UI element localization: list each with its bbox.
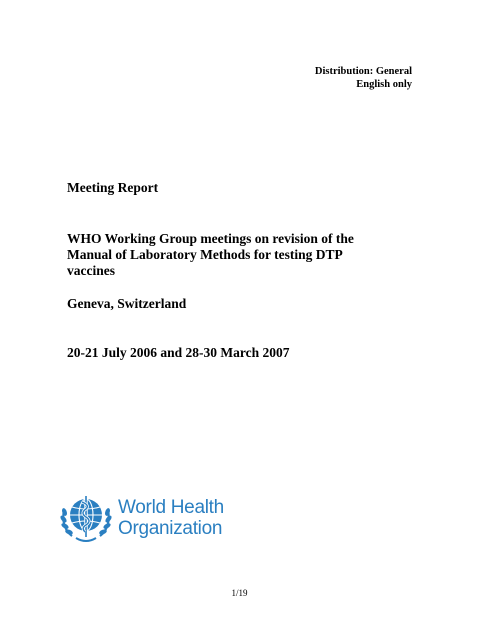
report-title-line: WHO Working Group meetings on revision of the <box>67 231 354 246</box>
report-title <box>67 231 397 279</box>
page-number: 1/19 <box>231 588 248 598</box>
report-title-line: Manual of Laboratory Methods for testing DTP <box>67 247 343 262</box>
language-label: English only <box>356 79 412 90</box>
who-wordmark-line: Organization <box>118 518 223 539</box>
who-wordmark-line: World Health <box>118 497 224 518</box>
report-type-label: Meeting Report <box>67 180 159 195</box>
report-dates: 20-21 July 2006 and 28-30 March 2007 <box>67 345 290 360</box>
who-emblem-icon <box>58 490 114 546</box>
report-title-line: vaccines <box>67 263 115 278</box>
report-location: Geneva, Switzerland <box>67 296 187 311</box>
distribution-block <box>315 65 412 91</box>
who-wordmark <box>118 497 224 539</box>
distribution-label: Distribution: General <box>314 66 412 77</box>
who-logo <box>58 490 224 546</box>
